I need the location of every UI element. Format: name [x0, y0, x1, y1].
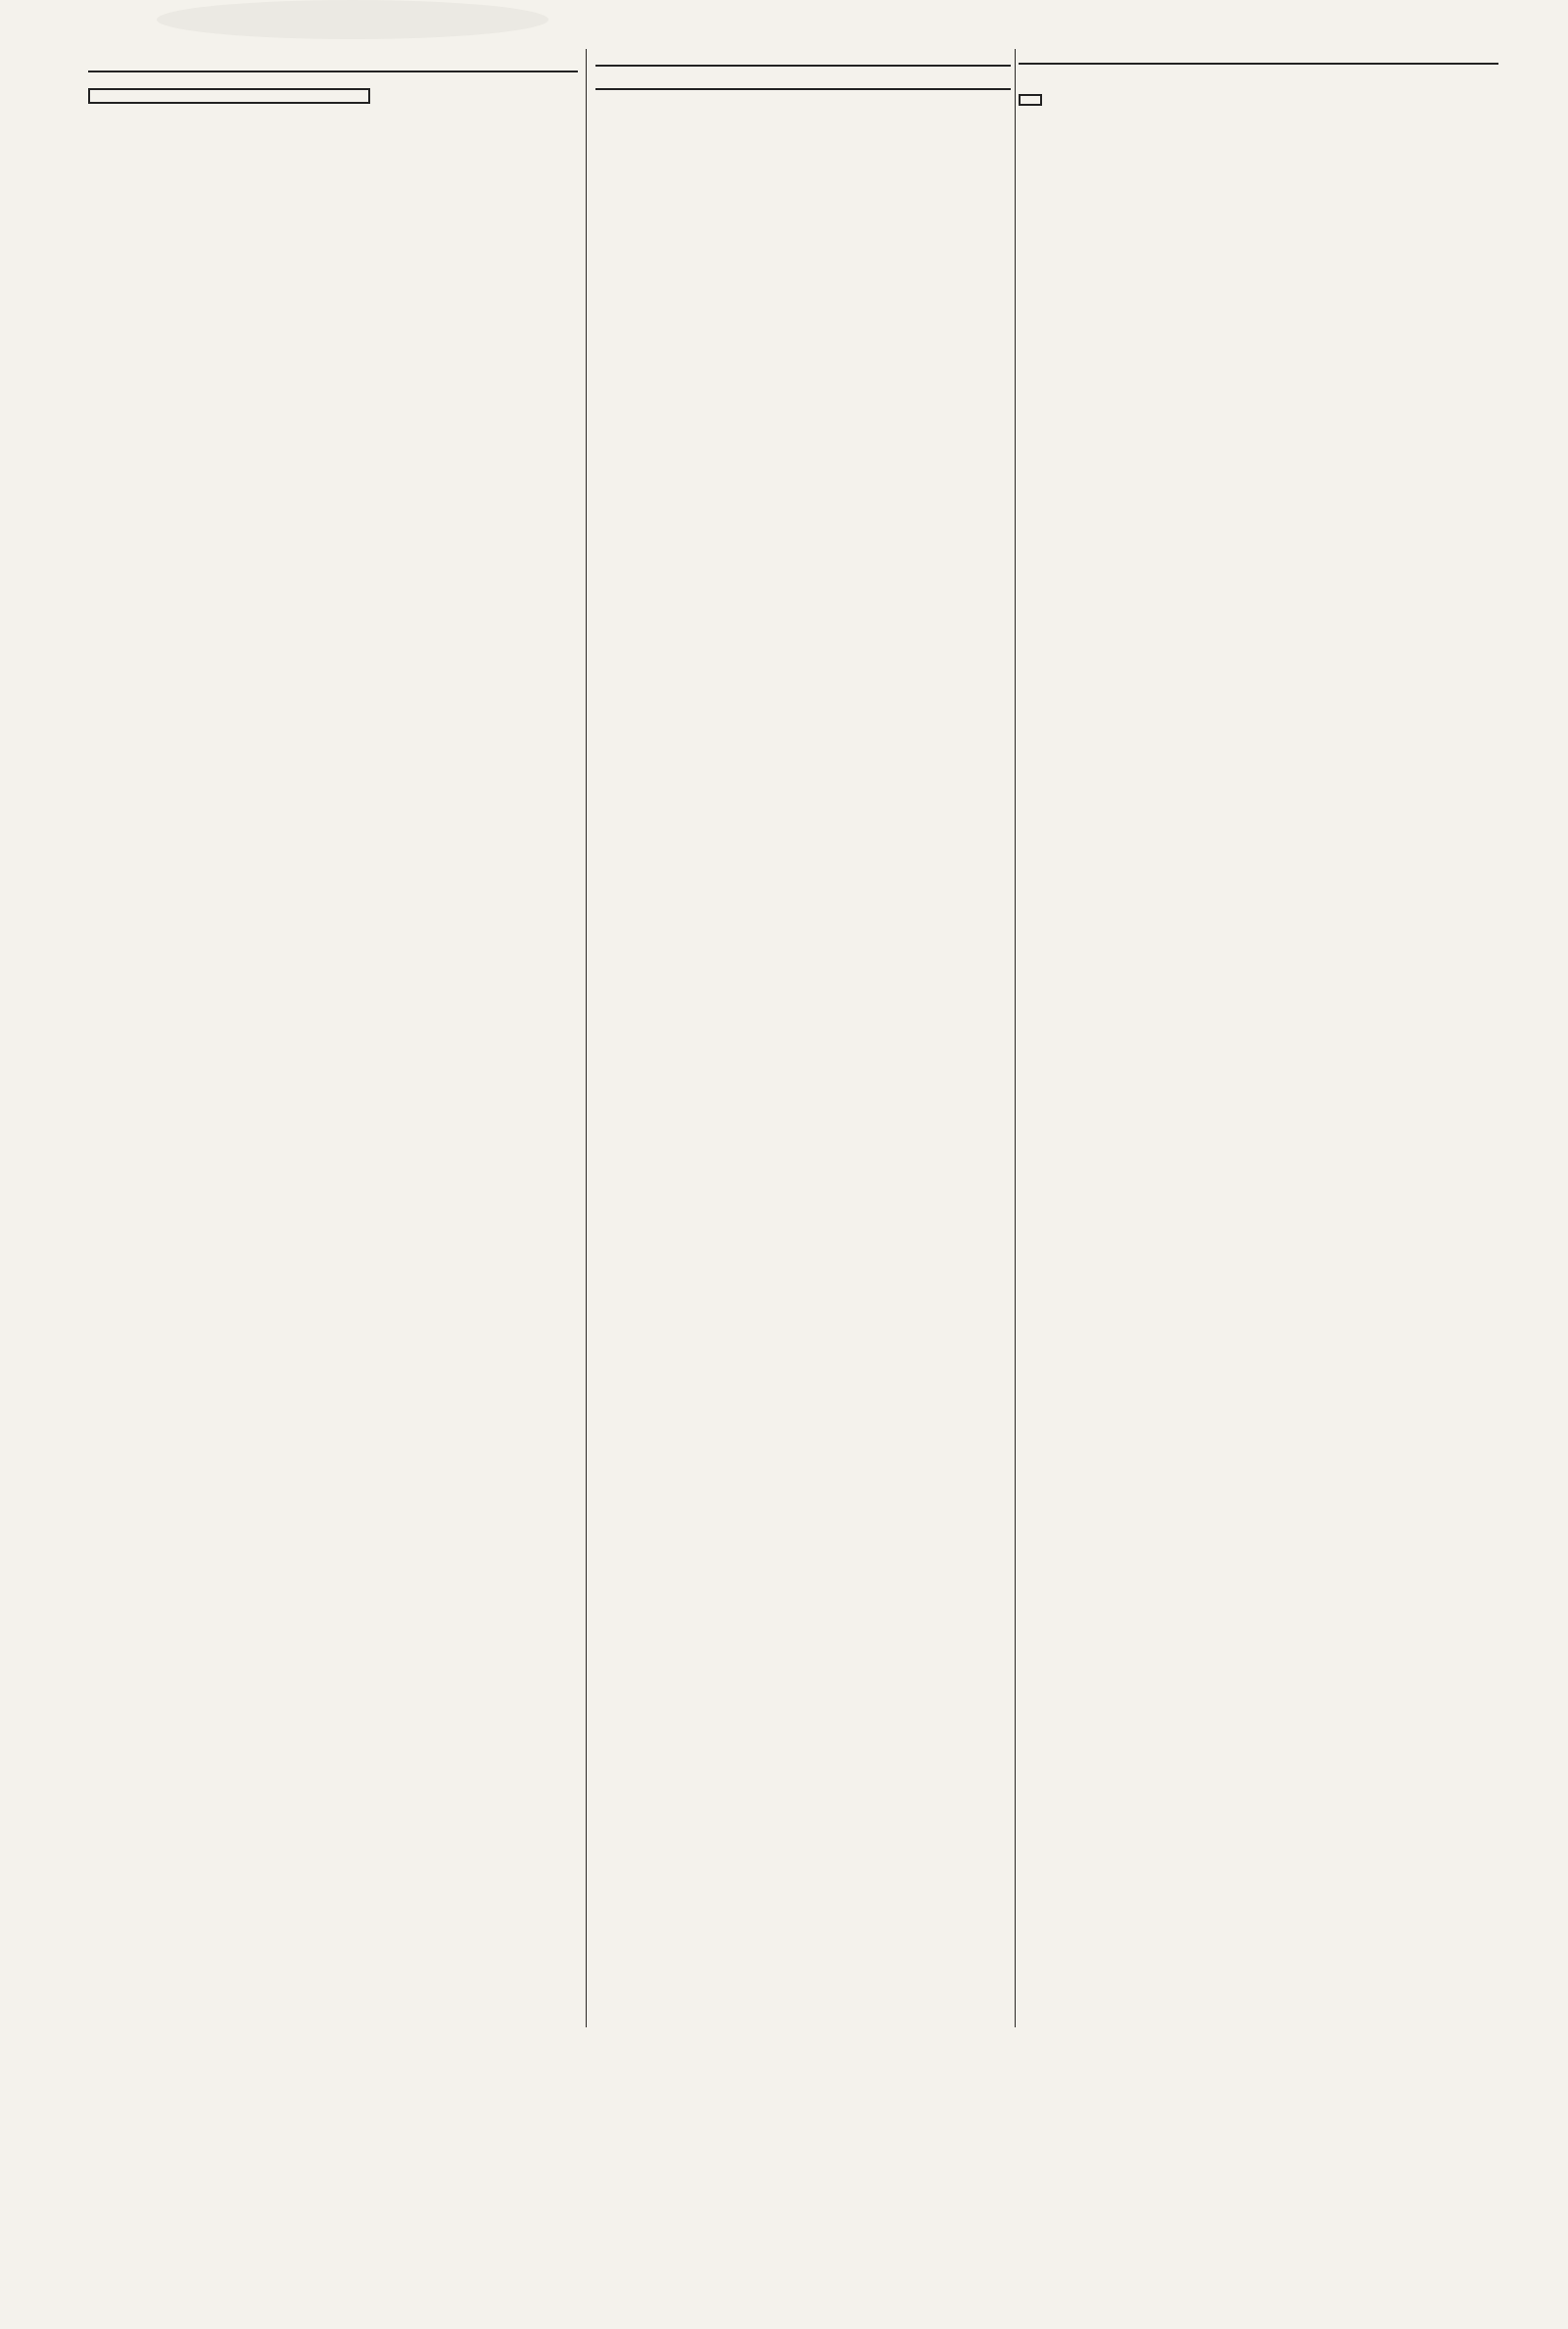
divider — [88, 71, 578, 72]
column-middle — [595, 49, 1011, 2018]
column-rule — [586, 49, 587, 2027]
zydai-headline — [88, 88, 370, 104]
column-rule — [1015, 49, 1016, 2027]
column-left — [88, 49, 578, 2018]
pasauly-headline — [595, 88, 1011, 98]
paper-stain — [157, 0, 548, 39]
kronika-headline — [595, 65, 1011, 72]
column-right — [1019, 49, 1498, 2018]
ukis-headline — [1019, 63, 1498, 74]
teatras-headline — [1019, 94, 1042, 106]
